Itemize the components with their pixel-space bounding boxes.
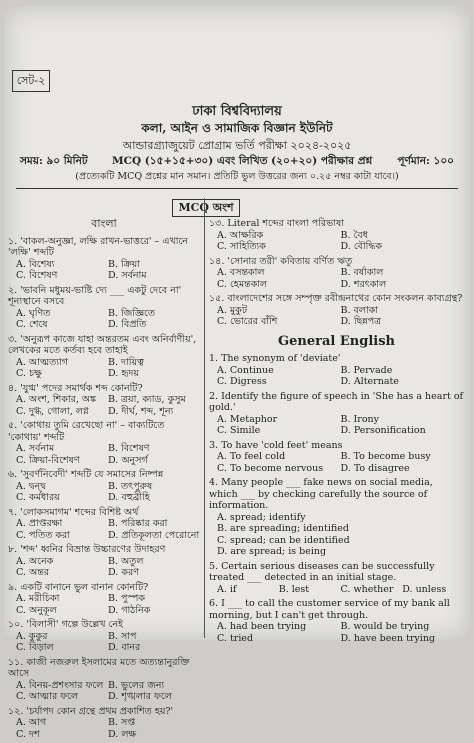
- question-text: ৭. 'লোকসমাগম' শব্দের বিশিষ্ট অর্থ: [8, 506, 139, 518]
- question-text: ৮. 'শব্দ' ধ্বনির বিভ্রান্ত উচ্চারণের উদাহরণ: [8, 544, 166, 555]
- answer-option: D. Alternate: [340, 376, 399, 387]
- question-item: [8, 469, 200, 504]
- answer-option: A. আত্মত্যাগ: [16, 356, 68, 368]
- answer-option: B. lest: [278, 583, 310, 595]
- question-item: [209, 218, 464, 253]
- option-list: [8, 357, 200, 380]
- answer-option: D. সর্বনাম: [108, 270, 147, 281]
- exam-paper: [4, 6, 470, 740]
- answer-option: C. ক্রিয়া-বিশেষণ: [16, 454, 80, 466]
- question-item: [8, 334, 200, 380]
- university-title: ঢাকা বিশ্ববিদ্যালয়: [192, 104, 282, 119]
- left-column: [8, 218, 200, 743]
- answer-option: A. মুকুট: [217, 304, 247, 316]
- answer-option: D. শরৎকাল: [340, 278, 387, 290]
- answer-option: B. সপ্ত: [108, 717, 136, 728]
- answer-option: A. To feel cold: [217, 451, 286, 462]
- answer-option: A. অনেক: [16, 555, 54, 567]
- question-text: ২. 'ভাবনি মধুময়-ভাষ্টি দ্যে ___ একটু দেবে না' শূন্যস্থানে বসবে: [8, 284, 182, 307]
- question-item: [8, 507, 200, 542]
- answer-option: C. অন্তর: [16, 567, 49, 578]
- answer-option: D. Personification: [340, 425, 426, 436]
- answer-option: D. শৃঙ্খলার ফলে: [108, 691, 172, 702]
- answer-option: D. বানর: [108, 642, 141, 653]
- question-text: ১০. 'বিলাসী' গল্পে উল্লেখ নেই: [8, 619, 124, 630]
- english-question-list: [209, 353, 464, 644]
- question-item: [209, 391, 464, 437]
- question-text: 2. Identify the figure of speech in 'She has a heart of gold.': [209, 390, 464, 413]
- answer-option: D. করণ: [108, 567, 139, 578]
- question-text: ১. 'বাকল-অনুজ্ঞা, লক্ষি রাখন-ভাত্তরে' – এখানে 'লক্ষি' শব্দটি: [8, 235, 188, 258]
- question-text: ৬. 'সুবর্ণনিবেদী' শব্দটি যে সমাসের নিষ্পন্ন: [8, 469, 164, 480]
- answer-option: B. ভুলের জন্য: [108, 679, 165, 691]
- question-text: 1. The synonym of 'deviate': [209, 353, 341, 364]
- answer-option: C. সাহিত্যিক: [217, 241, 266, 252]
- exam-format: MCQ (১৫+১৫+৩০) এবং লিখিত (২০+২০) পরীক্ষার প্রশ্ন: [112, 155, 373, 167]
- answer-option: B. তৎপুরুষ: [108, 480, 153, 492]
- answer-option: B. ত্রয়া, ক্যাড, কুসুম: [108, 394, 186, 405]
- question-text: ৫. 'কোথায় তুমি রেখেছো না' – বাক্যটিতে 'কোথায়' শব্দটি: [8, 420, 165, 443]
- option-list: [209, 305, 464, 328]
- unit-title: কলা, আইন ও সামাজিক বিজ্ঞান ইউনিট: [141, 121, 333, 135]
- answer-option: A. দ্বন্দ্ব: [16, 480, 46, 492]
- question-item: [8, 619, 200, 654]
- option-list: [8, 717, 200, 740]
- question-item: [8, 236, 200, 282]
- answer-option: A. মরীচিকা: [16, 593, 60, 604]
- answer-option: D. ছিন্নপত্র: [340, 316, 382, 327]
- marking-note: (প্রত্যেকটি MCQ প্রশ্নের মান সমান। প্রতিটি ভুল উত্তরের জন্য ০.২৫ নম্বর কাটা যাবে।): [75, 171, 399, 182]
- question-text: 5. Certain serious diseases can be successfully treated ___ detected in an initial stage.: [209, 560, 435, 583]
- answer-option: C. চক্ষু: [16, 368, 42, 379]
- answer-option: C. দশ: [16, 728, 40, 740]
- question-item: [8, 383, 200, 418]
- section-title: MCQ অংশ: [172, 199, 240, 217]
- answer-option: B. বর্ষাকাল: [340, 267, 384, 278]
- right-column: [209, 218, 464, 647]
- answer-option: C. Digress: [217, 376, 267, 387]
- answer-option: C. বিড়াল: [16, 642, 54, 653]
- option-list: [8, 443, 200, 466]
- answer-option: D. are spread; is being: [217, 546, 327, 557]
- answer-option: A. spread; identify: [217, 511, 306, 523]
- answer-option: A. বিনয়-প্রশংসার ফলে: [16, 679, 104, 691]
- question-text: ১৩. Literal শব্দের বাংলা পরিভাষা: [209, 218, 344, 229]
- answer-option: C. To become nervous: [217, 462, 324, 474]
- answer-option: B. Pervade: [340, 364, 393, 376]
- answer-option: C. আত্মার ফলে: [16, 691, 79, 702]
- answer-option: D. unless: [402, 583, 447, 595]
- answer-option: D. হৃদয়: [108, 368, 140, 379]
- answer-option: B. বলাকা: [340, 304, 379, 316]
- answer-option: D. বৌদ্ধিক: [340, 241, 383, 252]
- question-item: [8, 420, 200, 466]
- exam-time: সময়: ৯০ মিনিট: [20, 155, 88, 167]
- english-heading: General English: [278, 333, 395, 349]
- answer-option: C. পতিত করা: [16, 529, 71, 541]
- answer-option: A. Metaphor: [217, 413, 278, 425]
- option-list: [8, 308, 200, 331]
- bangla-heading: বাংলা: [91, 217, 117, 230]
- option-list: [8, 556, 200, 579]
- answer-option: A. প্রাপ্তরক্ষা: [16, 518, 63, 529]
- option-list: [209, 267, 464, 290]
- answer-option: A. বসন্তকাল: [217, 267, 265, 278]
- answer-option: C. দুগ্ধ, গোলা, লগ্ন: [16, 405, 89, 417]
- option-list: [8, 394, 200, 417]
- option-list: [209, 451, 464, 474]
- answer-option: A. had been trying: [217, 621, 307, 632]
- question-text: 6. I ___ to call the customer service of my bank all morning, but I can't get through.: [209, 598, 450, 621]
- answer-option: C. spread; can be identified: [217, 534, 350, 546]
- answer-option: D. প্রতিকূলতা পেরোনো: [108, 529, 200, 541]
- option-list: [209, 365, 464, 388]
- answer-option: A. কুকুর: [16, 630, 48, 642]
- answer-option: C. শেষে: [16, 319, 48, 330]
- option-list: [209, 512, 464, 558]
- question-item: [209, 256, 464, 291]
- question-text: ৩. 'অনুরূপ কাজে যাহা অন্তরতম এবং অনির্বাণীয়', লেখকের মতে কর্তব্য হবে তাহাই: [8, 333, 197, 356]
- answer-option: C. অনুকূল: [16, 604, 57, 616]
- answer-option: B. Irony: [340, 413, 380, 425]
- answer-option: B. ক্রিয়া: [108, 258, 141, 270]
- question-item: [209, 440, 464, 475]
- answer-option: D. To disagree: [340, 462, 410, 474]
- answer-option: C. বিশেষণ: [16, 270, 58, 281]
- answer-option: A. Continue: [217, 364, 274, 376]
- question-text: ১২. 'চর্যাপদ কোন গ্রন্থে প্রথম প্রকাশিত হয়?': [8, 705, 174, 717]
- answer-option: A. আক্ষরিক: [217, 229, 264, 241]
- option-list: [8, 631, 200, 654]
- answer-option: A. ঘৃণিত: [16, 307, 51, 319]
- question-item: [8, 657, 200, 703]
- answer-option: B. দায়িত্ব: [108, 356, 144, 368]
- question-text: ১৫. বাংলাদেশের সঙ্গে সম্পৃক্ত রবীন্দ্রনাথের কোন সংকলন কাব্যগ্রন্থ?: [209, 293, 463, 304]
- answer-option: C. Simile: [217, 425, 261, 436]
- answer-option: D. দীর্ঘ, শব্দ, শূন্য: [108, 405, 174, 417]
- answer-option: B. পুস্পক: [108, 593, 146, 604]
- exam-title: আন্ডারগ্র্যাজুয়েট প্রোগ্রাম ভর্তি পরীক্ষা ২০২৪-২০২৫: [122, 139, 352, 152]
- answer-option: C. tried: [217, 632, 254, 644]
- answer-option: B. অতুল: [108, 555, 144, 567]
- question-text: ১১. কাজী নজরুল ইসলামের মতে অত্যন্তানুরক্তি আসে: [8, 656, 190, 679]
- option-list: [8, 518, 200, 541]
- answer-option: C. ভোরের বাঁশি: [217, 316, 278, 327]
- answer-option: C. কর্মধারয়: [16, 492, 60, 503]
- option-list: [209, 230, 464, 253]
- bangla-question-list-right: [209, 218, 464, 328]
- answer-option: B. would be trying: [340, 621, 430, 632]
- answer-option: D. লক্ষ: [108, 728, 137, 740]
- answer-option: B. পরিষ্কার করা: [108, 518, 168, 529]
- question-item: [209, 561, 464, 596]
- answer-option: B. জিজ্ঞিতে: [108, 307, 155, 319]
- answer-option: D. have been trying: [340, 632, 436, 644]
- question-text: ১৪. 'সোনার তরী' কবিতায় বর্ণিত ঋতু: [209, 255, 353, 267]
- option-list: [8, 680, 200, 703]
- answer-option: D. অনুসর্গ: [108, 454, 148, 466]
- answer-option: A. if: [217, 583, 237, 595]
- answer-option: D. বহুব্রীহি: [108, 492, 150, 503]
- header-divider: [16, 188, 458, 189]
- question-text: 4. Many people ___ fake news on social media, which ___ by checking carefully the source of information.: [209, 477, 433, 511]
- option-list: [209, 414, 464, 437]
- question-item: [209, 293, 464, 328]
- option-list: [209, 621, 464, 644]
- answer-option: B. বিশেষণ: [108, 443, 150, 454]
- full-marks: পূর্ণমান: ১০০: [397, 155, 454, 167]
- option-list: [8, 593, 200, 616]
- answer-option: A. সর্বনাম: [16, 443, 55, 454]
- answer-option: C. whether: [340, 583, 394, 595]
- answer-option: B. are spreading; identified: [217, 523, 349, 534]
- question-item: [209, 477, 464, 558]
- question-text: ৯. একটি বানানে ভুল বানান কোনটি?: [8, 581, 149, 593]
- question-text: 3. To have 'cold feet' means: [209, 439, 343, 451]
- question-item: [8, 706, 200, 741]
- answer-option: B. To become busy: [340, 451, 431, 462]
- question-item: [209, 353, 464, 388]
- question-item: [8, 582, 200, 617]
- option-list: [8, 481, 200, 504]
- option-list: [8, 259, 200, 282]
- answer-option: B. বৈধ: [340, 229, 368, 241]
- set-label: সেট-২: [12, 70, 50, 92]
- column-divider: [204, 198, 205, 638]
- answer-option: B. সাপ: [108, 630, 137, 642]
- question-item: [8, 285, 200, 331]
- option-list: [209, 584, 464, 596]
- answer-option: A. বিশেষ্য: [16, 258, 55, 270]
- question-text: ৪. 'যুগ্ম' পদের সমার্থক শব্দ কোনটি?: [8, 382, 143, 394]
- answer-option: C. হেমন্তকাল: [217, 278, 268, 290]
- answer-option: D. গাঠনিক: [108, 604, 151, 616]
- answer-option: D. বিপ্রতি: [108, 319, 147, 330]
- answer-option: A. অংশ, শিকার, অঙ্ক: [16, 394, 97, 405]
- answer-option: A. আগ: [16, 717, 47, 728]
- question-item: [8, 544, 200, 579]
- question-item: [209, 598, 464, 644]
- bangla-question-list: [8, 236, 200, 741]
